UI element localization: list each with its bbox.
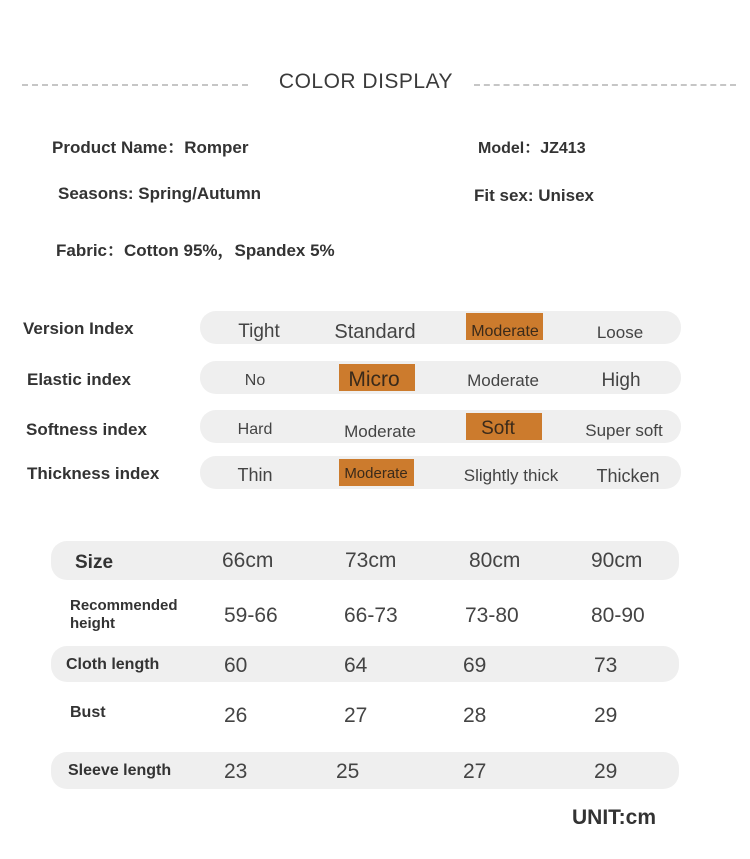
table-cell: 90cm (591, 549, 643, 572)
section-title: COLOR DISPLAY (278, 70, 454, 93)
table-cell: 59-66 (224, 604, 278, 627)
table-cell: 80-90 (591, 604, 645, 627)
softness-option-super-soft: Super soft (585, 421, 663, 440)
unit-label: UNIT:cm (572, 806, 657, 829)
softness-option-moderate: Moderate (344, 422, 416, 441)
divider-left (22, 84, 248, 86)
table-cell: 23 (224, 760, 248, 783)
elastic-option-micro: Micro (348, 368, 400, 391)
softness-option-soft: Soft (481, 418, 515, 439)
fit-sex: Fit sex: Unisex (474, 186, 594, 205)
table-cell: 66-73 (344, 604, 398, 627)
thickness-index-label: Thickness index (27, 464, 160, 483)
table-cell: 29 (594, 704, 618, 727)
table-cell: 27 (344, 704, 368, 727)
thickness-option-thin: Thin (237, 465, 273, 485)
softness-option-hard: Hard (237, 421, 273, 438)
version-option-standard: Standard (334, 321, 416, 343)
row-label-size: Size (75, 552, 114, 573)
model: Model：JZ413 (478, 140, 586, 157)
table-cell: 28 (463, 704, 487, 727)
table-cell: 73 (594, 654, 618, 677)
table-cell: 73-80 (465, 604, 519, 627)
elastic-option-high: High (601, 370, 641, 391)
table-cell: 26 (224, 704, 248, 727)
product-name: Product Name：Romper (52, 138, 249, 157)
row-label-recommended-height: Recommended height (70, 597, 178, 632)
table-cell: 25 (336, 760, 360, 783)
fabric: Fabric：Cotton 95%，Spandex 5% (56, 241, 335, 260)
table-cell: 60 (224, 654, 248, 677)
thickness-option-slightly-thick: Slightly thick (463, 466, 559, 485)
elastic-option-moderate: Moderate (467, 371, 539, 390)
elastic-option-no: No (244, 372, 266, 389)
thickness-option-moderate: Moderate (344, 465, 408, 482)
row-label-sleeve-length: Sleeve length (68, 762, 172, 779)
thickness-option-thicken: Thicken (596, 466, 660, 486)
table-cell: 29 (594, 760, 618, 783)
version-option-loose: Loose (596, 323, 644, 342)
table-cell: 66cm (222, 549, 274, 572)
softness-index-label: Softness index (26, 420, 147, 439)
row-label-cloth-length: Cloth length (66, 656, 160, 673)
seasons: Seasons: Spring/Autumn (58, 184, 262, 203)
table-cell: 64 (344, 654, 368, 677)
table-cell: 69 (463, 654, 487, 677)
divider-right (474, 84, 736, 86)
version-option-moderate: Moderate (471, 323, 539, 340)
table-cell: 80cm (469, 549, 521, 572)
version-option-tight: Tight (238, 321, 280, 342)
table-cell: 27 (463, 760, 487, 783)
row-label-bust: Bust (70, 704, 106, 721)
elastic-index-label: Elastic index (27, 370, 131, 389)
table-cell: 73cm (345, 549, 397, 572)
version-index-label: Version Index (23, 319, 134, 338)
